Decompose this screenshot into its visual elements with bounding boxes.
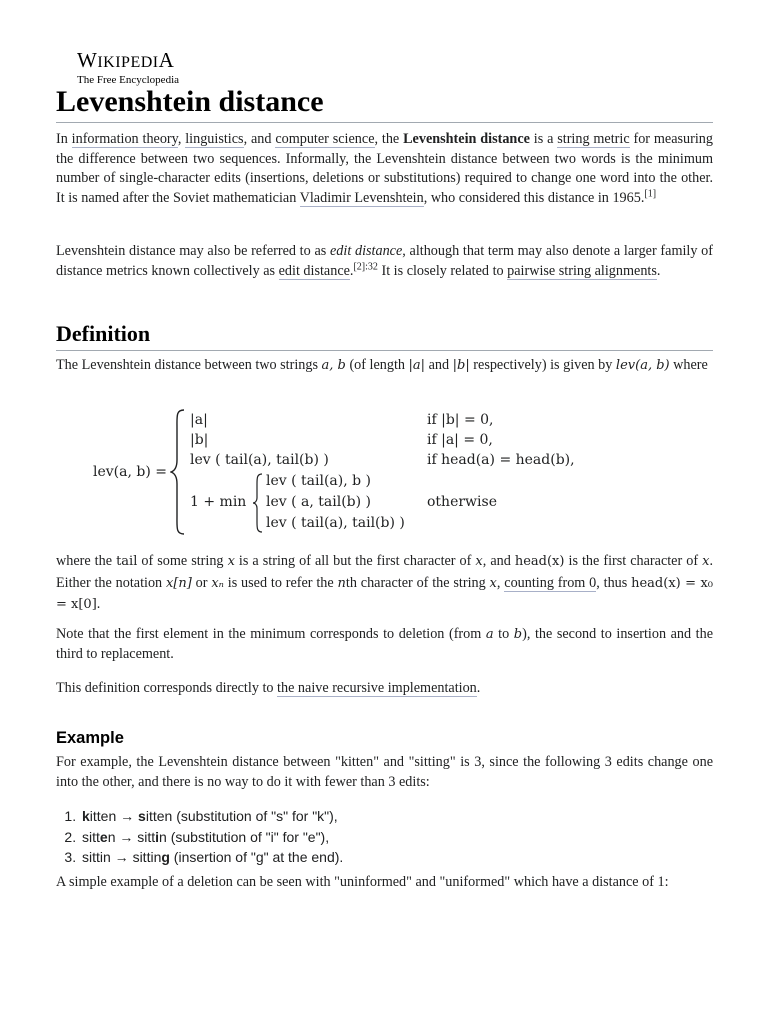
example-paragraph-2: A simple example of a deletion can be seen with "uninformed" and "uniformed" which have a distance of 1: [56,874,669,890]
formula-cond-4: otherwise [427,494,497,510]
page-title: Levenshtein distance [56,84,713,123]
definition-paragraph-3: Note that the first element in the minimum corresponds to deletion (from a to b), the second to insertion and the third to replacement. [56,626,713,662]
formula-min-3: lev ( tail(a), tail(b) ) [266,515,405,531]
levenshtein-formula [90,408,650,538]
example-paragraph-1: For example, the Levenshtein distance between "kitten" and "sitting" is 3, since the following 3 edits change one into the other, and there is no way to do it with fewer than 3 edits: [56,754,713,790]
link-pairwise-string-alignments[interactable]: pairwise string alignments [507,262,657,279]
edit-steps-list [56,806,343,868]
formula-case-2: |b| [190,432,209,448]
definition-paragraph-1: The Levenshtein distance between two strings a, b (of length |a| and |b| respectively) is given by lev(a, b) where [56,357,708,373]
formula-lhs: lev(a, b) = [93,464,167,480]
formula-cond-2: if |a| = 0, [427,432,493,448]
link-information-theory[interactable]: information theory [71,131,178,147]
tagline: The Free Encyclopedia [77,74,180,86]
formula-cond-3: if head(a) = head(b), [427,452,575,468]
formula-min-1: lev ( tail(a), b ) [266,473,372,489]
formula-case-4-prefix: 1 + min [190,494,247,510]
formula-min-2: lev ( a, tail(b) ) [266,494,372,510]
wikipedia-logo[interactable] [77,50,179,87]
formula-inner-brace [252,472,264,534]
list-item: 1. kitten → sitten (substitution of "s" for "k"), [80,806,343,827]
link-string-metric[interactable]: string metric [557,131,630,147]
intro-paragraph-2: Levenshtein distance may also be referred to as edit distance, although that term may also denote a larger family of distance metrics known collectively as edit distance.$^{[2]:32}$ It is closely related to pairwise string alignments. [56,243,713,279]
link-vladimir-levenshtein[interactable]: Vladimir Levenshtein [299,189,424,206]
list-item: 2. sitten → sittin (substitution of "i" for "e"), [80,827,343,848]
section-heading-definition: Definition [56,320,713,351]
formula-brace [170,408,188,536]
formula-cond-1: if |b| = 0, [427,412,494,428]
link-linguistics[interactable]: linguistics [185,131,244,147]
list-item: 3. sittin → sitting (insertion of "g" at the end). [80,847,343,868]
wordmark: WIKIPEDIA [77,48,175,72]
formula-case-1: |a| [190,412,208,428]
link-naive-recursive-implementation[interactable]: the naive recursive implementation [277,680,477,696]
link-computer-science[interactable]: computer science [275,131,375,147]
definition-paragraph-4: This definition corresponds directly to the naive recursive implementation. [56,680,481,696]
link-counting-from-0[interactable]: counting from 0 [504,574,597,591]
formula-case-3: lev ( tail(a), tail(b) ) [190,452,329,468]
subsection-heading-example: Example [56,729,124,747]
ref-1[interactable]: [1] [644,187,657,199]
link-edit-distance[interactable]: edit distance [278,262,350,279]
definition-paragraph-2: where the tail of some string x is a string of all but the first character of x, and head(x) is the first character of x. Either the notation x[n] or xₙ is used to refer the nth character of the string x, counting from 0, thus head(x) = x₀ = x[0]. [56,553,713,612]
ref-2[interactable]: [2]:32 [353,260,378,272]
intro-paragraph-1: In information theory, linguistics, and computer science, the Levenshtein distance is a string metric for measuring the difference between two sequences. Informally, the Levenshtein distance between two words is the minimum number of single-character edits (insertions, deletions or substitutions) required to change one word into the other. It is named after the Soviet mathematician Vladimir Levenshtein, who considered this distance in 1965.[1] [56,131,713,206]
